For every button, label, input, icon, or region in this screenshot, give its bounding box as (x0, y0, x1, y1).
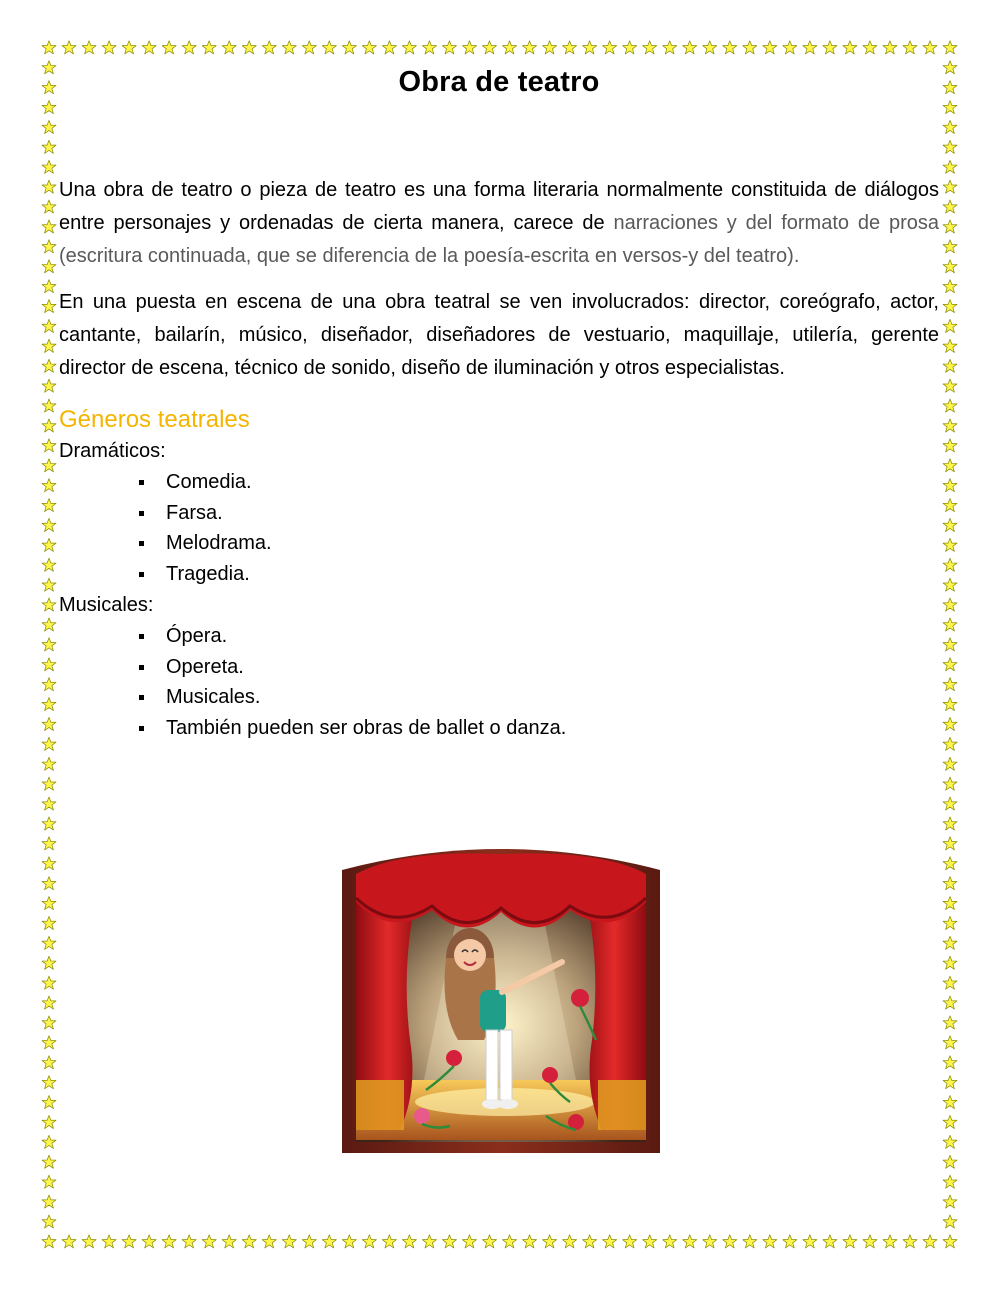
star-icon (42, 379, 56, 392)
star-icon (82, 1235, 96, 1248)
star-icon (943, 658, 957, 671)
star-icon (943, 638, 957, 651)
star-icon (943, 81, 957, 94)
star-icon (42, 1096, 56, 1109)
star-icon (142, 1235, 156, 1248)
star-icon (823, 1235, 837, 1248)
star-icon (42, 1155, 56, 1168)
star-icon (42, 518, 56, 531)
star-icon (402, 1235, 416, 1248)
star-icon (943, 499, 957, 512)
star-icon (502, 41, 516, 54)
star-icon (42, 1215, 56, 1228)
star-icon (943, 618, 957, 631)
bullet-icon (139, 541, 144, 546)
star-icon (42, 857, 56, 870)
star-icon (803, 41, 817, 54)
star-icon (382, 41, 396, 54)
star-icon (42, 578, 56, 591)
list-item: Melodrama. (59, 528, 939, 559)
star-icon (783, 1235, 797, 1248)
star-icon (943, 996, 957, 1009)
star-icon (42, 399, 56, 412)
star-icon (943, 41, 957, 54)
star-icon (943, 260, 957, 273)
star-icon (943, 757, 957, 770)
star-icon (943, 379, 957, 392)
star-icon (42, 260, 56, 273)
star-icon (943, 598, 957, 611)
star-icon (122, 1235, 136, 1248)
list-item: Opereta. (59, 652, 939, 683)
star-icon (663, 41, 677, 54)
star-icon (162, 1235, 176, 1248)
star-icon (843, 1235, 857, 1248)
star-icon (583, 1235, 597, 1248)
list-item: Comedia. (59, 467, 939, 498)
star-icon (182, 1235, 196, 1248)
star-icon (703, 41, 717, 54)
star-icon (943, 280, 957, 293)
star-icon (42, 220, 56, 233)
star-icon (943, 1036, 957, 1049)
star-icon (943, 399, 957, 412)
star-icon (42, 837, 56, 850)
star-icon (42, 1056, 56, 1069)
star-icon (42, 737, 56, 750)
star-icon (943, 1076, 957, 1089)
star-icon (42, 180, 56, 193)
star-icon (943, 140, 957, 153)
star-icon (442, 41, 456, 54)
star-icon (42, 698, 56, 711)
star-icon (743, 1235, 757, 1248)
star-icon (943, 101, 957, 114)
star-icon (342, 41, 356, 54)
star-icon (943, 976, 957, 989)
star-icon (943, 1195, 957, 1208)
page-content (59, 60, 939, 745)
star-icon (42, 101, 56, 114)
star-icon (42, 996, 56, 1009)
star-icon (42, 319, 56, 332)
star-icon (482, 1235, 496, 1248)
star-icon (863, 41, 877, 54)
star-icon (943, 877, 957, 890)
star-icon (42, 936, 56, 949)
star-icon (282, 41, 296, 54)
star-icon (823, 41, 837, 54)
dramatic-list (59, 467, 939, 589)
star-icon (342, 1235, 356, 1248)
star-icon (643, 41, 657, 54)
star-icon (122, 41, 136, 54)
star-icon (703, 1235, 717, 1248)
star-icon (943, 737, 957, 750)
star-icon (222, 41, 236, 54)
star-icon (563, 1235, 577, 1248)
star-icon (523, 1235, 537, 1248)
list-item: Ópera. (59, 621, 939, 652)
musical-list (59, 621, 939, 743)
star-icon (462, 41, 476, 54)
star-icon (943, 518, 957, 531)
star-icon (943, 459, 957, 472)
star-icon (362, 41, 376, 54)
star-icon (282, 1235, 296, 1248)
star-icon (683, 1235, 697, 1248)
star-icon (42, 777, 56, 790)
star-icon (863, 1235, 877, 1248)
star-icon (42, 757, 56, 770)
star-icon (42, 638, 56, 651)
star-icon (943, 1016, 957, 1029)
star-icon (943, 300, 957, 313)
star-icon (943, 1056, 957, 1069)
star-icon (643, 1235, 657, 1248)
star-icon (943, 319, 957, 332)
star-icon (422, 1235, 436, 1248)
star-icon (943, 419, 957, 432)
star-icon (943, 220, 957, 233)
star-icon (663, 1235, 677, 1248)
star-icon (42, 160, 56, 173)
star-icon (943, 479, 957, 492)
star-icon (42, 897, 56, 910)
star-icon (943, 1115, 957, 1128)
star-icon (883, 1235, 897, 1248)
star-icon (943, 578, 957, 591)
star-icon (42, 1135, 56, 1148)
star-icon (583, 41, 597, 54)
star-icon (603, 41, 617, 54)
star-icon (102, 1235, 116, 1248)
star-icon (82, 41, 96, 54)
star-icon (943, 916, 957, 929)
dramatic-label: Dramáticos: (59, 440, 166, 462)
star-icon (943, 61, 957, 74)
star-icon (42, 120, 56, 133)
star-icon (142, 41, 156, 54)
star-icon (723, 41, 737, 54)
bullet-icon (139, 665, 144, 670)
star-icon (42, 877, 56, 890)
star-icon (42, 140, 56, 153)
star-icon (42, 1175, 56, 1188)
musical-label: Musicales: (59, 594, 154, 616)
star-icon (563, 41, 577, 54)
star-icon (42, 1115, 56, 1128)
star-icon (843, 41, 857, 54)
star-icon (322, 41, 336, 54)
intro-paragraph (59, 174, 939, 273)
bullet-icon (139, 480, 144, 485)
star-icon (943, 897, 957, 910)
star-icon (42, 459, 56, 472)
star-icon (883, 41, 897, 54)
list-item: También pueden ser obras de ballet o danza. (59, 713, 939, 744)
star-icon (903, 1235, 917, 1248)
star-icon (943, 180, 957, 193)
star-icon (42, 280, 56, 293)
star-icon (262, 1235, 276, 1248)
star-icon (202, 41, 216, 54)
star-icon (302, 1235, 316, 1248)
star-icon (402, 41, 416, 54)
star-icon (903, 41, 917, 54)
star-icon (182, 41, 196, 54)
staging-paragraph: En una puesta en escena de una obra teatral se ven involucrados: director, coreógrafo, actor, cantante, bailarín, músico, diseñador, diseñadores de vestuario, maquillaje, utilería, gerente director de escena, técnico de sonido, diseño de iluminación y otros especialistas. (59, 291, 939, 379)
star-icon (42, 339, 56, 352)
star-icon (943, 1175, 957, 1188)
star-icon (943, 160, 957, 173)
bullet-icon (139, 695, 144, 700)
theater-stage-illustration (340, 840, 662, 1155)
star-icon (42, 419, 56, 432)
star-icon (523, 41, 537, 54)
star-icon (943, 1155, 957, 1168)
star-icon (62, 41, 76, 54)
star-icon (42, 817, 56, 830)
page-title: Obra de teatro (398, 66, 600, 98)
star-icon (803, 1235, 817, 1248)
star-icon (943, 777, 957, 790)
intro-text: Una obra de teatro o pieza de teatro es una forma literaria normalmente constituida de diálogos entre personajes y ordenadas de cierta manera, carece de (59, 179, 939, 234)
star-icon (322, 1235, 336, 1248)
list-item: Farsa. (59, 498, 939, 529)
star-icon (242, 1235, 256, 1248)
star-icon (42, 200, 56, 213)
star-icon (943, 698, 957, 711)
star-icon (763, 41, 777, 54)
star-icon (623, 1235, 637, 1248)
star-icon (42, 678, 56, 691)
star-icon (923, 41, 937, 54)
star-icon (42, 1195, 56, 1208)
star-icon (42, 797, 56, 810)
star-icon (42, 499, 56, 512)
star-icon (943, 120, 957, 133)
star-icon (42, 61, 56, 74)
star-icon (743, 41, 757, 54)
star-icon (42, 558, 56, 571)
star-icon (42, 976, 56, 989)
star-icon (42, 1016, 56, 1029)
star-icon (222, 1235, 236, 1248)
star-icon (422, 41, 436, 54)
star-icon (763, 1235, 777, 1248)
list-item: Tragedia. (59, 559, 939, 590)
star-icon (462, 1235, 476, 1248)
star-icon (623, 41, 637, 54)
star-icon (42, 240, 56, 253)
bullet-icon (139, 511, 144, 516)
star-icon (42, 658, 56, 671)
bullet-icon (139, 726, 144, 731)
star-icon (543, 41, 557, 54)
star-icon (442, 1235, 456, 1248)
star-icon (543, 1235, 557, 1248)
star-icon (943, 1096, 957, 1109)
star-icon (943, 339, 957, 352)
star-icon (943, 956, 957, 969)
star-icon (382, 1235, 396, 1248)
intro-text-gray: narraciones y del formato de prosa (escritura continuada, que se diferencia de la poesía-escrita en versos-y del teatro). (59, 212, 939, 267)
star-icon (42, 479, 56, 492)
star-icon (943, 240, 957, 253)
star-icon (943, 936, 957, 949)
star-icon (943, 1135, 957, 1148)
star-icon (202, 1235, 216, 1248)
star-icon (943, 538, 957, 551)
star-icon (943, 817, 957, 830)
star-icon (502, 1235, 516, 1248)
star-icon (42, 538, 56, 551)
star-icon (943, 439, 957, 452)
star-icon (262, 41, 276, 54)
star-icon (42, 618, 56, 631)
star-icon (102, 41, 116, 54)
star-icon (42, 359, 56, 372)
star-icon (943, 857, 957, 870)
star-icon (943, 678, 957, 691)
star-icon (603, 1235, 617, 1248)
star-icon (42, 41, 56, 54)
star-icon (302, 41, 316, 54)
bullet-icon (139, 572, 144, 577)
star-icon (62, 1235, 76, 1248)
star-icon (943, 558, 957, 571)
star-icon (943, 359, 957, 372)
star-icon (943, 200, 957, 213)
star-icon (943, 1215, 957, 1228)
star-icon (683, 41, 697, 54)
list-item: Musicales. (59, 682, 939, 713)
star-icon (362, 1235, 376, 1248)
star-icon (162, 41, 176, 54)
star-icon (42, 717, 56, 730)
star-icon (723, 1235, 737, 1248)
star-icon (42, 956, 56, 969)
star-icon (42, 1235, 56, 1248)
star-icon (943, 837, 957, 850)
star-icon (42, 1076, 56, 1089)
star-icon (943, 717, 957, 730)
star-icon (42, 81, 56, 94)
star-icon (482, 41, 496, 54)
star-icon (42, 439, 56, 452)
star-icon (42, 598, 56, 611)
star-icon (923, 1235, 937, 1248)
star-icon (242, 41, 256, 54)
star-icon (42, 1036, 56, 1049)
star-icon (42, 916, 56, 929)
star-icon (943, 1235, 957, 1248)
star-icon (943, 797, 957, 810)
genres-heading: Géneros teatrales (59, 406, 250, 433)
star-icon (42, 300, 56, 313)
stage-icon (340, 840, 662, 1155)
star-icon (783, 41, 797, 54)
bullet-icon (139, 634, 144, 639)
